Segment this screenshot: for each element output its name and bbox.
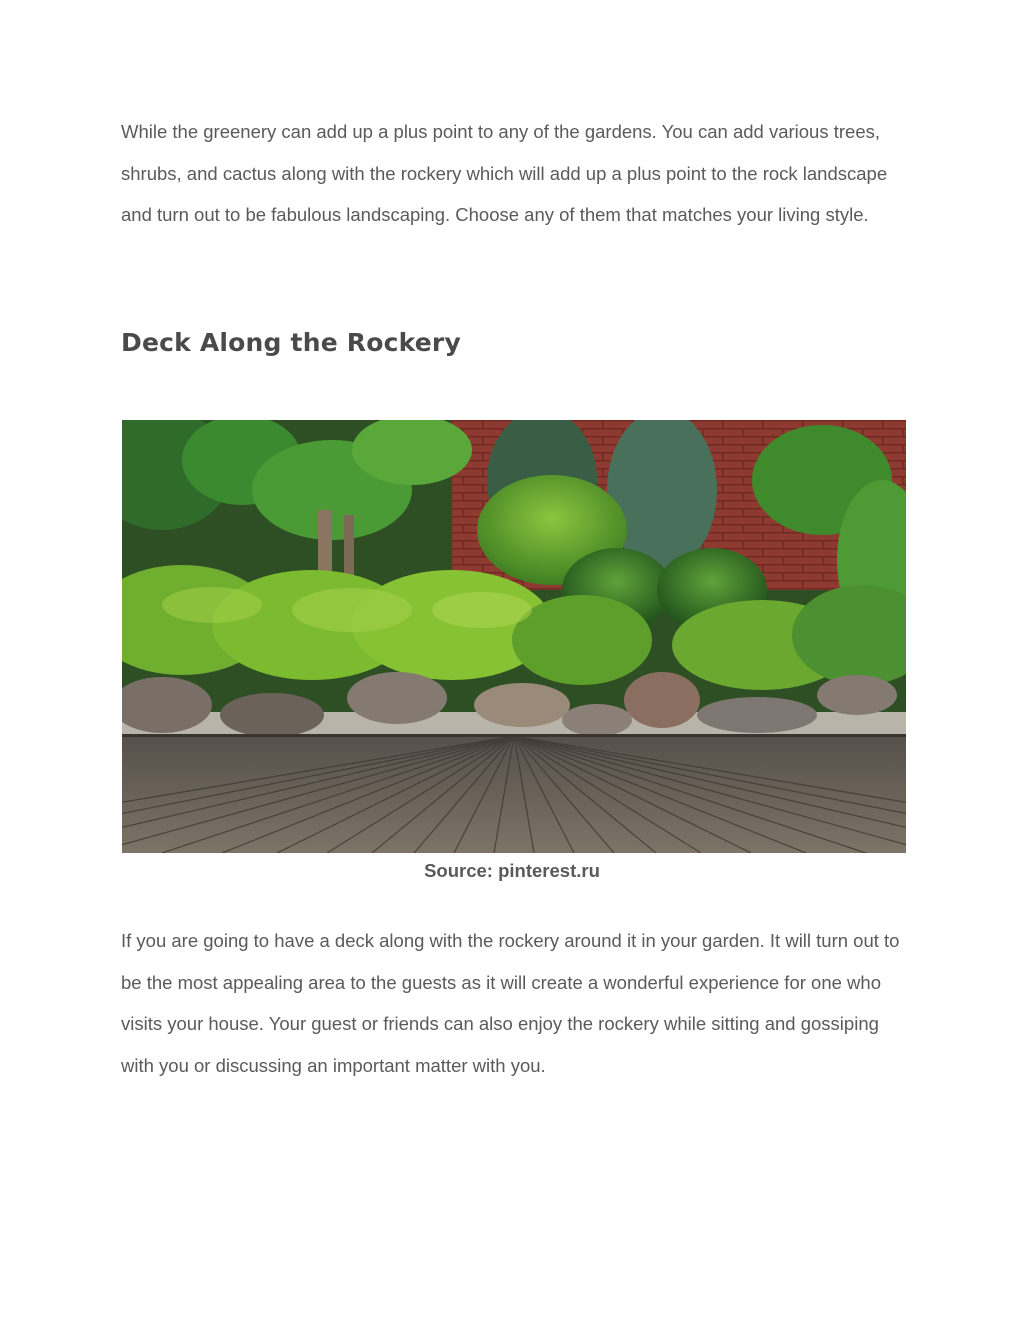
image-caption: Source: pinterest.ru xyxy=(424,860,600,881)
body-paragraph: If you are going to have a deck along with the rockery around it in your garden. It will turn out to be the most appealing area to the guests as it will create a wonderful experience for one who visits your house. Your guest or friends can also enjoy the rockery while sitting and gossiping with you or discussing an important matter with you. xyxy=(121,930,900,1076)
garden-deck-photo xyxy=(122,420,906,853)
intro-paragraph: While the greenery can add up a plus point to any of the gardens. You can add various trees, shrubs, and cactus along with the rockery which will add up a plus point to the rock landscape and turn out to be fabulous landscaping. Choose any of them that matches your living style. xyxy=(121,121,888,226)
section-heading: Deck Along the Rockery xyxy=(121,328,461,357)
